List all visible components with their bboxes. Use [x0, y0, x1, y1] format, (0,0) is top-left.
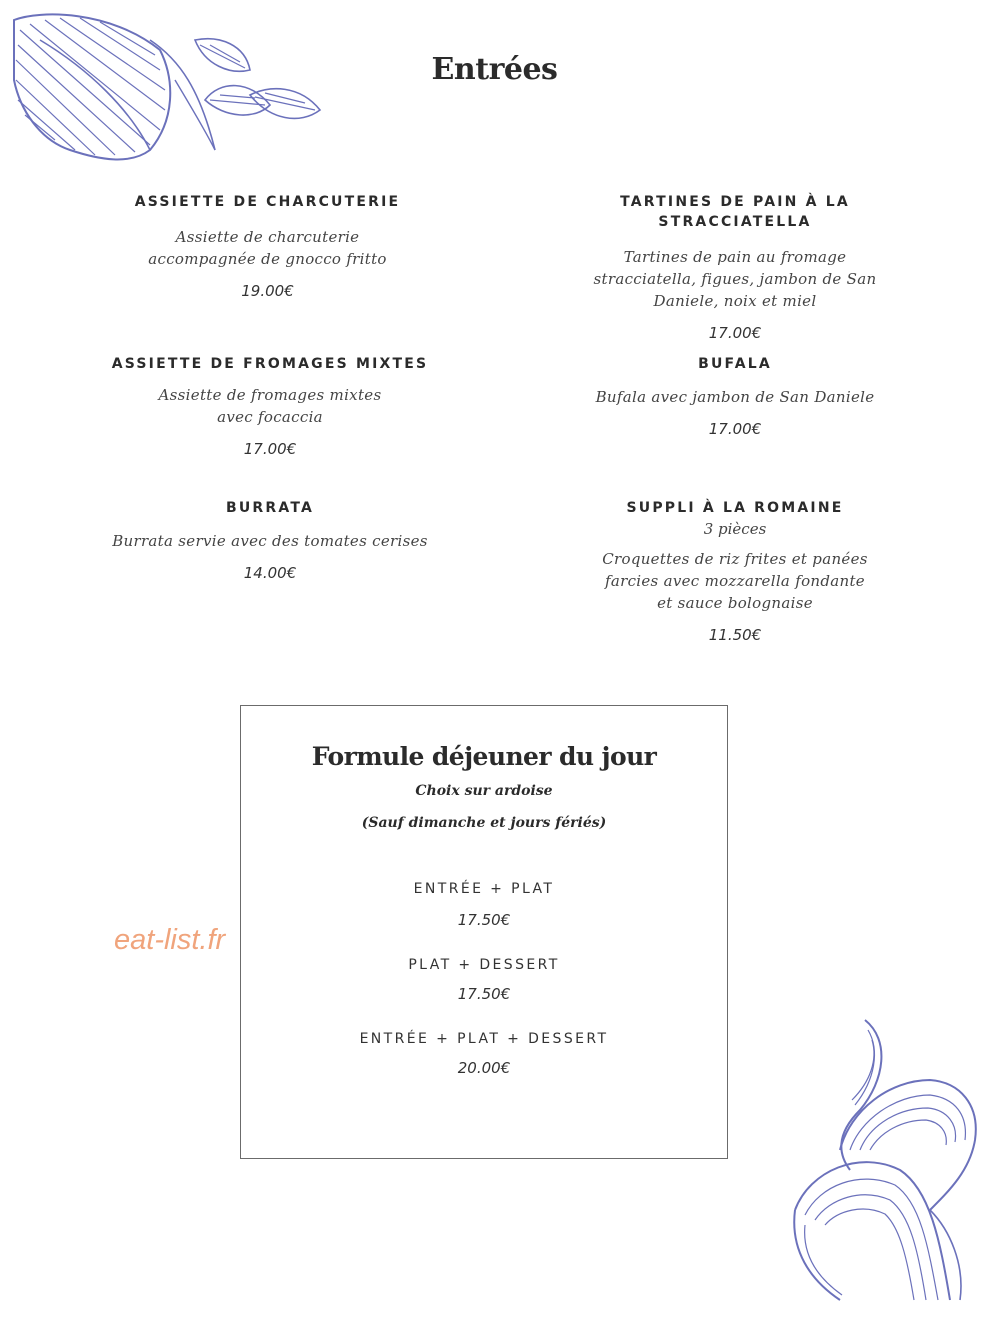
- item-name: ASSIETTE DE CHARCUTERIE: [134, 194, 401, 210]
- description-line: stracciatella, figues, jambon de San: [593, 270, 877, 288]
- item-name: BUFALA: [698, 356, 772, 372]
- item-price: 14.00€: [243, 564, 297, 582]
- item-name: TARTINES DE PAIN À LA STRACCIATELLA: [620, 194, 850, 230]
- formule-box: [240, 705, 728, 1159]
- description-line: Croquettes de riz frites et panées: [602, 550, 868, 568]
- description-line: et sauce bolognaise: [657, 594, 813, 612]
- item-subtitle: 3 pièces: [703, 520, 767, 538]
- description-line: Daniele, noix et miel: [653, 292, 817, 310]
- menu-item: [555, 354, 915, 438]
- wave-coral-illustration: [780, 1010, 989, 1310]
- description-line: Assiette de fromages mixtes: [158, 386, 382, 404]
- menu-item: [555, 498, 915, 644]
- watermark: eat-list.fr: [114, 924, 226, 956]
- menu-item: [100, 192, 435, 300]
- item-name: ASSIETTE DE FROMAGES MIXTES: [111, 356, 429, 372]
- description-line: Burrata servie avec des tomates cerises: [112, 532, 428, 550]
- item-price: 11.50€: [708, 626, 762, 644]
- floral-leaf-illustration: [0, 0, 340, 175]
- page-title: Entrées: [431, 52, 558, 87]
- menu-item: [95, 498, 445, 582]
- description-line: Tartines de pain au fromage: [623, 248, 847, 266]
- formule-option-label: ENTRÉE + PLAT + DESSERT: [359, 1031, 609, 1047]
- formule-option-price: 17.50€: [457, 985, 511, 1003]
- item-name: SUPPLI À LA ROMAINE: [626, 500, 844, 516]
- menu-item: [100, 354, 440, 458]
- item-price: 17.00€: [708, 420, 762, 438]
- formule-option-label: ENTRÉE + PLAT: [413, 881, 555, 897]
- description-line: Assiette de charcuterie: [175, 228, 360, 246]
- formule-option-price: 20.00€: [457, 1059, 511, 1077]
- item-description: [100, 226, 435, 270]
- formule-note: (Sauf dimanche et jours fériés): [361, 815, 607, 831]
- formule-subtitle: Choix sur ardoise: [415, 783, 553, 799]
- description-line: farcies avec mozzarella fondante: [605, 572, 865, 590]
- description-line: accompagnée de gnocco fritto: [148, 250, 387, 268]
- description-line: avec focaccia: [217, 408, 323, 426]
- description-line: Bufala avec jambon de San Daniele: [595, 388, 875, 406]
- item-description: [555, 246, 915, 312]
- item-price: 17.00€: [243, 440, 297, 458]
- item-description: [555, 548, 915, 614]
- item-price: 17.00€: [708, 324, 762, 342]
- item-price: 19.00€: [241, 282, 294, 300]
- item-description: [555, 386, 915, 408]
- formule-option-label: PLAT + DESSERT: [408, 957, 560, 973]
- menu-item: [555, 192, 915, 342]
- item-description: [95, 530, 445, 552]
- formule-option-price: 17.50€: [457, 911, 511, 929]
- item-name: BURRATA: [225, 500, 315, 516]
- item-description: [100, 384, 440, 428]
- formule-title: Formule déjeuner du jour: [311, 742, 657, 771]
